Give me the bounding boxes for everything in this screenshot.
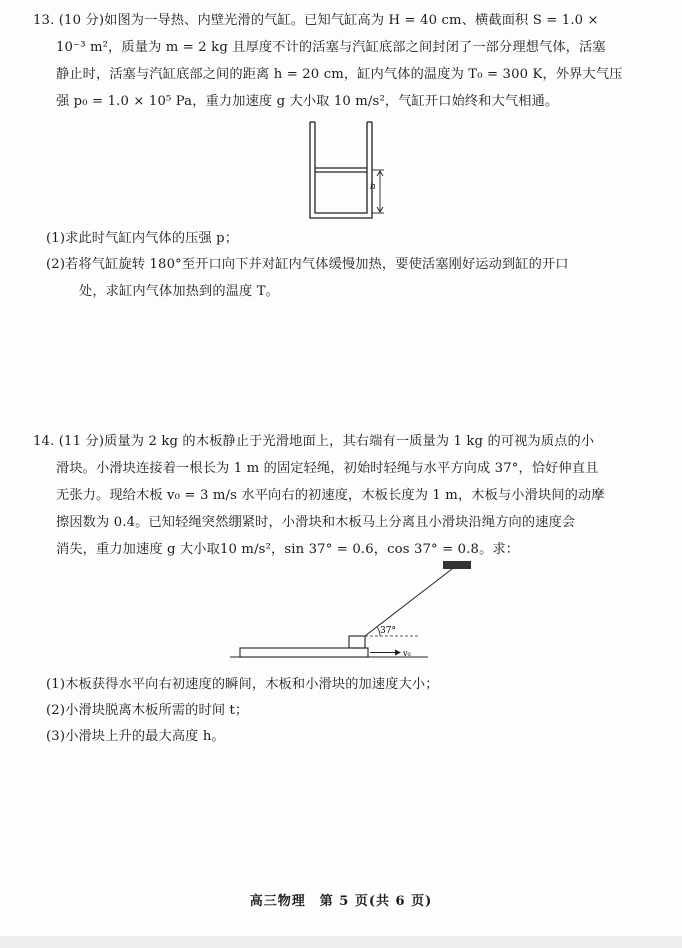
height-label: h	[370, 182, 376, 192]
q14-line-2: 滑块。小滑块连接着一根长为 1 m 的固定轻绳，初始时轻绳与水平方向成 37°，恰好伸直且	[56, 461, 599, 476]
bottom-strip	[0, 936, 682, 948]
slider-block	[349, 636, 365, 648]
rope-anchor	[443, 561, 471, 569]
q13-line-2: 10⁻³ m²，质量为 m = 2 kg 且厚度不计的活塞与汽缸底部之间封闭了一部分理想气体，活塞	[56, 40, 606, 55]
q13-line-4: 强 p₀ = 1.0 × 10⁵ Pa，重力加速度 g 大小取 10 m/s²，气缸开口始终和大气相通。	[56, 94, 559, 109]
q14-line-1: 14. (11 分)质量为 2 kg 的木板静止于光滑地面上，其右端有一质量为 1 kg 的可视为质点的小	[33, 434, 595, 449]
q13-sub1: (1)求此时气缸内气体的压强 p；	[46, 231, 239, 246]
q14-line-4: 擦因数为 0.4。已知轻绳突然绷紧时，小滑块和木板马上分离且小滑块沿绳方向的速度会	[56, 515, 576, 530]
board-rope-figure	[230, 558, 490, 670]
q14-sub1: (1)木板获得水平向右初速度的瞬间，木板和小滑块的加速度大小；	[46, 677, 439, 692]
cylinder-figure	[300, 118, 400, 228]
angle-label: 37°	[380, 626, 396, 636]
q13-line-1: 13. (10 分)如图为一导热、内壁光滑的气缸。已知气缸高为 H = 40 cm、横截面积 S = 1.0 ×	[33, 13, 599, 28]
q14-line-5: 消失，重力加速度 g 大小取10 m/s²，sin 37° = 0.6，cos 37° = 0.8。求：	[56, 542, 520, 557]
q14-sub2: (2)小滑块脱离木板所需的时间 t；	[46, 703, 249, 718]
q13-sub2-line1: (2)若将气缸旋转 180°至开口向下并对缸内气体缓慢加热，要使活塞刚好运动到缸的开口	[46, 257, 569, 272]
q13-sub2-line2: 处，求缸内气体加热到的温度 T。	[79, 284, 280, 299]
q13-line-3: 静止时，活塞与汽缸底部之间的距离 h = 20 cm，缸内气体的温度为 T₀ = 300 K，外界大气压	[56, 67, 623, 82]
velocity-label: v₀	[403, 649, 411, 658]
page-footer: 高三物理 第 5 页(共 6 页)	[249, 894, 433, 909]
q14-sub3: (3)小滑块上升的最大高度 h。	[46, 729, 225, 744]
q14-line-3: 无张力。现给木板 v₀ = 3 m/s 水平向右的初速度，木板长度为 1 m，木板与小滑块间的动摩	[56, 488, 605, 503]
wooden-board	[240, 648, 368, 657]
